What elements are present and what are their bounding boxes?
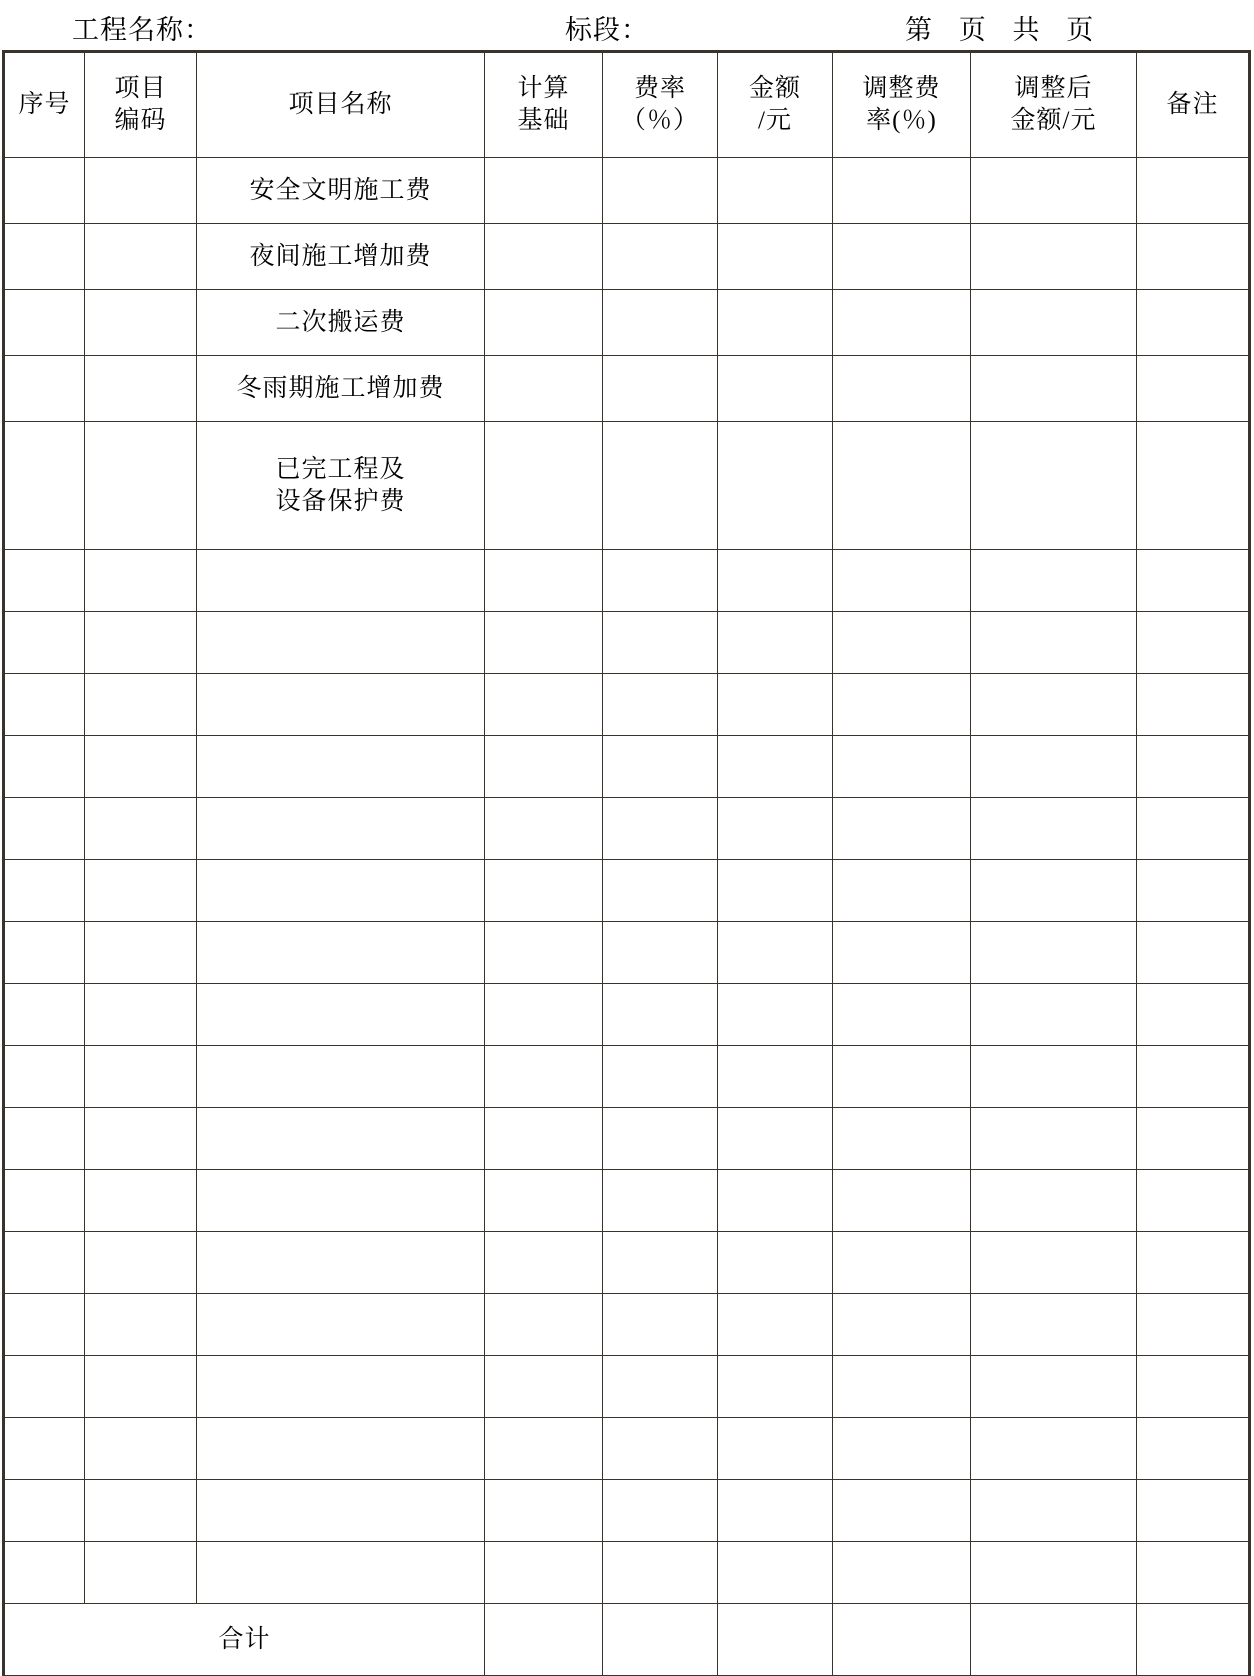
cell-seq[interactable] (5, 1170, 85, 1232)
table-row[interactable] (5, 356, 1249, 422)
cell-code[interactable] (85, 356, 197, 422)
total-cell-amount[interactable] (718, 1604, 833, 1676)
cell-basis[interactable] (485, 290, 603, 356)
cell-adjamount[interactable] (971, 158, 1137, 224)
cell-adjamount[interactable] (971, 1480, 1137, 1542)
cell-adjamount[interactable] (971, 356, 1137, 422)
table-row[interactable] (5, 422, 1249, 550)
table-row[interactable] (5, 1542, 1249, 1604)
cell-code[interactable] (85, 860, 197, 922)
table-row[interactable] (5, 860, 1249, 922)
cell-seq[interactable] (5, 798, 85, 860)
cell-name[interactable] (197, 736, 485, 798)
header-cell-amount-line2: /元 (758, 107, 792, 134)
cell-name[interactable]: 夜间施工增加费 (197, 224, 485, 290)
cell-seq[interactable] (5, 290, 85, 356)
cell-amount[interactable] (718, 1232, 833, 1294)
header-cell-remark: 备注 (1137, 53, 1249, 158)
cell-remark[interactable] (1137, 1294, 1249, 1356)
cell-seq[interactable] (5, 984, 85, 1046)
table-header-row (5, 53, 1249, 158)
cell-rate[interactable] (603, 290, 718, 356)
cell-name[interactable] (197, 674, 485, 736)
cell-name[interactable] (197, 422, 485, 550)
cell-adjamount[interactable] (971, 1294, 1137, 1356)
cell-rate[interactable] (603, 356, 718, 422)
cell-adjrate[interactable] (833, 1170, 971, 1232)
cell-adjamount[interactable] (971, 1170, 1137, 1232)
cell-name[interactable]: 安全文明施工费 (197, 158, 485, 224)
cell-remark[interactable] (1137, 1108, 1249, 1170)
cell-remark[interactable] (1137, 612, 1249, 674)
cell-name[interactable] (197, 1542, 485, 1604)
header-cell-amount-line1: 金额 (748, 75, 801, 102)
cell-code[interactable] (85, 1232, 197, 1294)
cell-basis[interactable] (485, 1170, 603, 1232)
cell-seq[interactable] (5, 1294, 85, 1356)
cell-code[interactable] (85, 736, 197, 798)
cell-seq[interactable] (5, 860, 85, 922)
total-cell-rate[interactable] (603, 1604, 718, 1676)
cell-remark[interactable] (1137, 422, 1249, 550)
cell-adjrate[interactable] (833, 224, 971, 290)
header-cell-adjrate (833, 53, 971, 158)
cell-amount[interactable] (718, 356, 833, 422)
cell-code[interactable] (85, 1108, 197, 1170)
cell-amount[interactable] (718, 550, 833, 612)
cell-code[interactable] (85, 1294, 197, 1356)
cell-name[interactable] (197, 1480, 485, 1542)
cell-remark[interactable] (1137, 860, 1249, 922)
cell-code[interactable] (85, 1170, 197, 1232)
cell-adjrate[interactable] (833, 612, 971, 674)
cell-basis[interactable] (485, 1046, 603, 1108)
cell-code[interactable] (85, 1480, 197, 1542)
cell-adjamount[interactable] (971, 1046, 1137, 1108)
cell-basis[interactable] (485, 1418, 603, 1480)
cell-code[interactable] (85, 158, 197, 224)
cell-adjrate[interactable] (833, 1108, 971, 1170)
cell-amount[interactable] (718, 674, 833, 736)
cell-adjrate[interactable] (833, 922, 971, 984)
table-row[interactable] (5, 922, 1249, 984)
cell-code[interactable] (85, 550, 197, 612)
cell-seq[interactable] (5, 550, 85, 612)
cell-remark[interactable] (1137, 1046, 1249, 1108)
table-row[interactable] (5, 158, 1249, 224)
cell-remark[interactable] (1137, 1480, 1249, 1542)
cell-basis[interactable] (485, 674, 603, 736)
cell-seq[interactable] (5, 422, 85, 550)
cell-remark[interactable] (1137, 550, 1249, 612)
cell-amount[interactable] (718, 290, 833, 356)
header-cell-adjamount (971, 53, 1137, 158)
cell-code[interactable] (85, 674, 197, 736)
cell-remark[interactable] (1137, 1356, 1249, 1418)
cell-rate[interactable] (603, 922, 718, 984)
cell-adjrate[interactable] (833, 1542, 971, 1604)
cell-code[interactable] (85, 984, 197, 1046)
cell-code[interactable] (85, 1542, 197, 1604)
cell-seq[interactable] (5, 1232, 85, 1294)
cell-name[interactable] (197, 1046, 485, 1108)
cell-basis[interactable] (485, 224, 603, 290)
header-cell-code-line1: 项目 (114, 75, 167, 102)
cell-adjrate[interactable] (833, 798, 971, 860)
table-row[interactable] (5, 1356, 1249, 1418)
cell-basis[interactable] (485, 1294, 603, 1356)
cell-adjamount[interactable] (971, 1108, 1137, 1170)
cell-rate[interactable] (603, 798, 718, 860)
cell-remark[interactable] (1137, 984, 1249, 1046)
cell-adjamount[interactable] (971, 1232, 1137, 1294)
header-cell-rate (603, 53, 718, 158)
cell-code[interactable] (85, 290, 197, 356)
cell-basis[interactable] (485, 356, 603, 422)
cell-adjrate[interactable] (833, 984, 971, 1046)
table-row[interactable] (5, 736, 1249, 798)
header-cell-rate-line1: 费率 (633, 75, 686, 102)
cell-adjrate[interactable] (833, 1418, 971, 1480)
cell-adjrate[interactable] (833, 736, 971, 798)
cell-amount[interactable] (718, 422, 833, 550)
header-cell-seq: 序号 (5, 53, 85, 158)
measures-fee-table (4, 52, 1249, 1676)
table-row[interactable] (5, 1480, 1249, 1542)
cell-rate[interactable] (603, 984, 718, 1046)
cell-basis[interactable] (485, 422, 603, 550)
cell-basis[interactable] (485, 158, 603, 224)
cell-rate[interactable] (603, 550, 718, 612)
header-cell-adjrate-line1: 调整费 (862, 75, 941, 102)
cell-basis[interactable] (485, 612, 603, 674)
cell-adjamount[interactable] (971, 1356, 1137, 1418)
cell-amount[interactable] (718, 860, 833, 922)
cell-adjamount[interactable] (971, 290, 1137, 356)
cell-adjrate[interactable] (833, 422, 971, 550)
cell-code[interactable] (85, 1356, 197, 1418)
cell-amount[interactable] (718, 1294, 833, 1356)
cell-rate[interactable] (603, 1356, 718, 1418)
cell-adjrate[interactable] (833, 674, 971, 736)
total-cell-remark[interactable] (1137, 1604, 1249, 1676)
cell-adjrate[interactable] (833, 356, 971, 422)
total-cell-adjrate[interactable] (833, 1604, 971, 1676)
cell-code[interactable] (85, 798, 197, 860)
cell-amount[interactable] (718, 922, 833, 984)
cell-remark[interactable] (1137, 1418, 1249, 1480)
cell-rate[interactable] (603, 158, 718, 224)
cell-amount[interactable] (718, 1542, 833, 1604)
cell-amount[interactable] (718, 1356, 833, 1418)
table-body (5, 158, 1249, 1676)
table-row[interactable] (5, 798, 1249, 860)
cell-name[interactable]: 二次搬运费 (197, 290, 485, 356)
cell-adjrate[interactable] (833, 860, 971, 922)
cell-code[interactable] (85, 224, 197, 290)
header-cell-rate-line2: （％） (620, 107, 699, 134)
cell-seq[interactable] (5, 158, 85, 224)
cell-amount[interactable] (718, 1480, 833, 1542)
cell-basis[interactable] (485, 1356, 603, 1418)
cell-rate[interactable] (603, 1542, 718, 1604)
cell-amount[interactable] (718, 1170, 833, 1232)
cell-seq[interactable] (5, 674, 85, 736)
cell-adjamount[interactable] (971, 612, 1137, 674)
table-row[interactable] (5, 612, 1249, 674)
cell-seq[interactable] (5, 224, 85, 290)
cell-name[interactable] (197, 984, 485, 1046)
cell-rate[interactable] (603, 1480, 718, 1542)
cell-basis[interactable] (485, 1232, 603, 1294)
cell-adjamount[interactable] (971, 984, 1137, 1046)
cell-adjrate[interactable] (833, 1356, 971, 1418)
cell-rate[interactable] (603, 422, 718, 550)
cell-seq[interactable] (5, 1480, 85, 1542)
cell-basis[interactable] (485, 860, 603, 922)
cell-basis[interactable] (485, 922, 603, 984)
cell-remark[interactable] (1137, 224, 1249, 290)
cell-name[interactable] (197, 1108, 485, 1170)
header-cell-basis-line1: 计算 (517, 75, 570, 102)
header-cell-name: 项目名称 (197, 53, 485, 158)
cell-rate[interactable] (603, 1418, 718, 1480)
cell-rate[interactable] (603, 612, 718, 674)
cell-name[interactable] (197, 798, 485, 860)
project-name-label: 工程名称： (72, 15, 212, 45)
cell-rate[interactable] (603, 1170, 718, 1232)
page-number-label: 第 页 共 页 (905, 15, 1104, 45)
header-cell-adjamount-line1: 调整后 (1014, 75, 1093, 102)
cell-amount[interactable] (718, 612, 833, 674)
cell-amount[interactable] (718, 1108, 833, 1170)
total-cell-adjamount[interactable] (971, 1604, 1137, 1676)
section-label: 标段： (565, 15, 649, 45)
cell-amount[interactable] (718, 224, 833, 290)
cell-remark[interactable] (1137, 1232, 1249, 1294)
cell-seq[interactable] (5, 1542, 85, 1604)
cell-name[interactable] (197, 1232, 485, 1294)
cell-name[interactable] (197, 612, 485, 674)
cell-adjamount[interactable] (971, 736, 1137, 798)
header-cell-code-line2: 编码 (114, 107, 167, 134)
header-cell-code (85, 53, 197, 158)
cell-basis[interactable] (485, 736, 603, 798)
form-header (0, 0, 1254, 52)
cell-amount[interactable] (718, 984, 833, 1046)
cell-adjamount[interactable] (971, 550, 1137, 612)
cell-rate[interactable] (603, 1232, 718, 1294)
cell-name[interactable] (197, 1418, 485, 1480)
header-cell-adjrate-line2: 率(％) (866, 107, 937, 134)
cell-name[interactable] (197, 1356, 485, 1418)
header-cell-adjamount-line2: 金额/元 (1010, 107, 1097, 134)
cell-amount[interactable] (718, 158, 833, 224)
cell-name-line2: 设备保护费 (275, 487, 406, 515)
cell-basis[interactable] (485, 984, 603, 1046)
cell-seq[interactable] (5, 1356, 85, 1418)
total-cell-basis[interactable] (485, 1604, 603, 1676)
table-row[interactable] (5, 1108, 1249, 1170)
cell-adjrate[interactable] (833, 158, 971, 224)
cell-basis[interactable] (485, 1542, 603, 1604)
cell-adjamount[interactable] (971, 922, 1137, 984)
header-cell-amount (718, 53, 833, 158)
cell-name[interactable] (197, 860, 485, 922)
cell-basis[interactable] (485, 798, 603, 860)
table-row[interactable] (5, 1418, 1249, 1480)
cell-adjamount[interactable] (971, 674, 1137, 736)
cell-adjrate[interactable] (833, 550, 971, 612)
cell-code[interactable] (85, 1418, 197, 1480)
cell-code[interactable] (85, 922, 197, 984)
cell-rate[interactable] (603, 1108, 718, 1170)
cell-name[interactable] (197, 922, 485, 984)
table-row[interactable] (5, 1046, 1249, 1108)
table-row[interactable] (5, 224, 1249, 290)
cell-name[interactable] (197, 550, 485, 612)
cell-remark[interactable] (1137, 674, 1249, 736)
cell-seq[interactable] (5, 1046, 85, 1108)
cell-name-line1: 已完工程及 (275, 455, 406, 483)
cell-code[interactable] (85, 612, 197, 674)
cell-rate[interactable] (603, 674, 718, 736)
cell-adjamount[interactable] (971, 1542, 1137, 1604)
cell-remark[interactable] (1137, 1542, 1249, 1604)
cell-seq[interactable] (5, 1108, 85, 1170)
cell-remark[interactable] (1137, 1170, 1249, 1232)
cell-rate[interactable] (603, 1046, 718, 1108)
cell-seq[interactable] (5, 356, 85, 422)
cell-rate[interactable] (603, 860, 718, 922)
cell-adjrate[interactable] (833, 1294, 971, 1356)
cell-remark[interactable] (1137, 290, 1249, 356)
cell-seq[interactable] (5, 1418, 85, 1480)
cell-adjamount[interactable] (971, 422, 1137, 550)
cell-seq[interactable] (5, 736, 85, 798)
cell-amount[interactable] (718, 1046, 833, 1108)
cell-amount[interactable] (718, 798, 833, 860)
cell-adjrate[interactable] (833, 1480, 971, 1542)
table-row[interactable] (5, 1232, 1249, 1294)
cell-remark[interactable] (1137, 356, 1249, 422)
total-label: 合计 (5, 1604, 485, 1676)
table-row[interactable] (5, 1170, 1249, 1232)
cell-name[interactable]: 冬雨期施工增加费 (197, 356, 485, 422)
header-cell-basis (485, 53, 603, 158)
table-row[interactable] (5, 674, 1249, 736)
table-row[interactable] (5, 290, 1249, 356)
cell-name[interactable] (197, 1294, 485, 1356)
header-cell-basis-line2: 基础 (517, 107, 570, 134)
cell-amount[interactable] (718, 1418, 833, 1480)
cell-rate[interactable] (603, 736, 718, 798)
cell-adjamount[interactable] (971, 860, 1137, 922)
cell-remark[interactable] (1137, 798, 1249, 860)
cell-rate[interactable] (603, 1294, 718, 1356)
table-row[interactable] (5, 984, 1249, 1046)
cell-seq[interactable] (5, 922, 85, 984)
cell-adjamount[interactable] (971, 798, 1137, 860)
cell-adjamount[interactable] (971, 224, 1137, 290)
cell-code[interactable] (85, 422, 197, 550)
cell-code[interactable] (85, 1046, 197, 1108)
cell-adjrate[interactable] (833, 1232, 971, 1294)
cell-adjrate[interactable] (833, 290, 971, 356)
cell-adjamount[interactable] (971, 1418, 1137, 1480)
cell-rate[interactable] (603, 224, 718, 290)
cell-basis[interactable] (485, 1108, 603, 1170)
cell-remark[interactable] (1137, 158, 1249, 224)
table-total-row[interactable] (5, 1604, 1249, 1676)
cell-seq[interactable] (5, 612, 85, 674)
cell-remark[interactable] (1137, 736, 1249, 798)
cell-adjrate[interactable] (833, 1046, 971, 1108)
table-row[interactable] (5, 1294, 1249, 1356)
table-row[interactable] (5, 550, 1249, 612)
cell-name[interactable] (197, 1170, 485, 1232)
cell-basis[interactable] (485, 550, 603, 612)
cell-basis[interactable] (485, 1480, 603, 1542)
cell-remark[interactable] (1137, 922, 1249, 984)
cell-amount[interactable] (718, 736, 833, 798)
